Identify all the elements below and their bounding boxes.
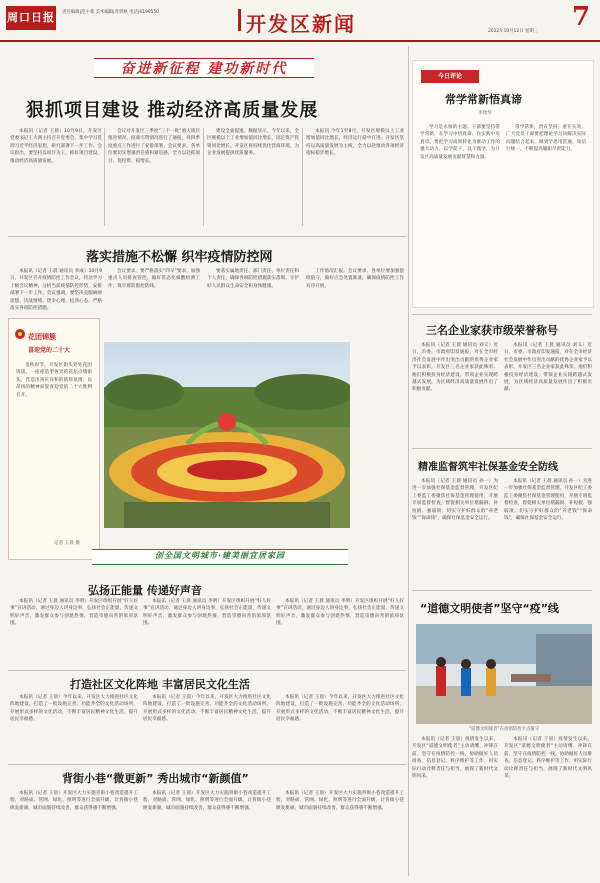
photo-caption-subtitle: 喜迎党的二十大 bbox=[28, 347, 71, 354]
civ1-col2: 本报讯（记者 王晨 通讯员 李明）开发区组织开展“好人好事”宣讲活动，通过身边人讲身边事，弘扬社会正能量，传递文明好声音，激发群众参与创建热情，营造崇德向善的浓厚氛围。 bbox=[143, 599, 271, 627]
award-headline: 三名企业家获市级荣誉称号 bbox=[426, 324, 558, 337]
section-divider bbox=[8, 670, 406, 671]
volunteer bbox=[436, 666, 446, 696]
building-wall bbox=[536, 634, 592, 694]
arch-flower bbox=[218, 413, 236, 431]
civ2-headline: 打造社区文化阵地 丰富居民文化生活 bbox=[70, 678, 250, 691]
lead-article-col4: 本报讯 今年1至8月，开发区规模以上工业增加值同比增长，经济运行稳中有进。开发区坚持以高质量发展为主线，全力以赴推动各项经济指标稳步增长。 bbox=[306, 129, 404, 157]
ambassador-col2: 本报讯（记者 王晨）疫情发生以来，开发区“道德文明使者”主动请缨、冲锋在前，坚守在疫情防控一线，协助做好人员排查、信息登记、秩序维护等工作，用实际行动诠释责任与担当，展现了新时代文明风采。 bbox=[504, 737, 592, 780]
staff-line: 责任编辑|范小希 美术编辑|苏贤秋 电话|6199550 bbox=[62, 10, 160, 15]
civ3-col2: 本报讯（记者 王晨）开发区大力实施背街小巷改造提升工程，对路面、管网、绿化、照明等进行全面升级，让背街小巷焕发新颜，城市面貌持续改善，群众获得感不断增强。 bbox=[143, 791, 271, 811]
civ3-col3: 本报讯（记者 王晨）开发区大力实施背街小巷改造提升工程，对路面、管网、绿化、照明等进行全面升级，让背街小巷焕发新颜，城市面貌持续改善，群众获得感不断增强。 bbox=[276, 791, 404, 811]
pandemic-col1: 本报讯（记者 王晨 通讯员 李成）10月9日，开发区召开疫情防控工作会议，传达学习上级会议精神，分析当前疫情防控形势，安排部署下一步工作。会议强调，要坚决克服麻痹思想、厌战情绪、侥幸心理、松劲心态，严格落实各项防控措施。 bbox=[10, 269, 102, 312]
civ1-col1: 本报讯（记者 王晨 通讯员 李明）开发区组织开展“好人好事”宣讲活动，通过身边人讲身边事，弘扬社会正能量，传递文明好声音，激发群众参与创建热情，营造崇德向善的浓厚氛围。 bbox=[10, 599, 138, 627]
photo-caption-credit: 记者 王晨 摄 bbox=[54, 541, 80, 546]
section-divider bbox=[8, 236, 406, 237]
commentary-tag: 今日评论 bbox=[421, 70, 479, 83]
pandemic-headline: 落实措施不松懈 织牢疫情防控网 bbox=[86, 250, 273, 265]
tree bbox=[104, 374, 184, 410]
tree bbox=[254, 374, 350, 410]
commentary-body-col1: 学习是永恒的主题。干部要坚持常学常新，在学习中悟真谛、在实践中见真章。要把学习成果转化为推动工作的强大动力，以学促干，以干践学，为开发区高质量发展贡献智慧和力量。 bbox=[420, 125, 500, 160]
column-divider bbox=[302, 128, 303, 226]
civ2-col1: 本报讯（记者 王晨）今年以来，开发区大力推进社区文化阵地建设，打造了一批设施完善、功能齐全的文化活动场所，开展形式多样的文化活动，不断丰富居民精神文化生活，提升居民幸福感。 bbox=[10, 695, 138, 723]
theme-banner bbox=[76, 56, 332, 78]
resident-head bbox=[461, 659, 471, 669]
civ1-col3: 本报讯（记者 王晨 通讯员 李明）开发区组织开展“好人好事”宣讲活动，通过身边人讲身边事，弘扬社会正能量，传递文明好声音，激发群众参与创建热情，营造崇德向善的浓厚氛围。 bbox=[276, 599, 404, 627]
hedge bbox=[124, 502, 330, 528]
award-col2: 本报讯（记者 王晨 通讯员 刘义）近日，市委、市政府印发通报，对在全市经济社会发展中作出突出贡献的优秀企业家予以表彰，开发区三名企业家获此殊荣。他们积极投身经济建设，带领企业实现跨越式发展，为区域经济高质量发展作出了积极贡献。 bbox=[504, 343, 592, 393]
masthead bbox=[0, 0, 600, 40]
civ3-col1: 本报讯（记者 王晨）开发区大力实施背街小巷改造提升工程，对路面、管网、绿化、照明等进行全面升级，让背街小巷焕发新颜，城市面貌持续改善，群众获得感不断增强。 bbox=[10, 791, 138, 811]
theme-banner-text: 奋进新征程 建功新时代 bbox=[120, 61, 288, 77]
flower-bed-core bbox=[187, 460, 267, 480]
issue-date: 2022年10月12日 星期三 bbox=[488, 29, 539, 34]
section-divider bbox=[412, 590, 592, 591]
civilization-banner-text: 创全国文明城市·建美丽宜居家园 bbox=[154, 551, 286, 560]
section-title: 开发区新闻 bbox=[246, 12, 356, 36]
volunteer-head bbox=[436, 657, 446, 667]
safety-col2: 本报讯（记者 王晨 通讯员 孙一）为进一步加强社保基金监督管理，开发区纪工委监工委聚焦社保基金管理使用，开展专项监督检查，督促相关单位堵漏洞、补短板、强弱项，切实守护好群众的“养老钱”“保命钱”，确保社保基金安全运行。 bbox=[504, 479, 592, 522]
civ1-headline: 弘扬正能量 传递好声音 bbox=[88, 584, 202, 597]
lead-headline: 狠抓项目建设 推动经济高质量发展 bbox=[26, 100, 319, 121]
section-divider bbox=[412, 448, 592, 449]
lead-article-col1: 本报讯（记者 王晨）10月9日，开发区党委书记王大洲主持召开党委会，集中学习贯彻习近平经济思想，研究部署下一步工作。会议指出，要坚持以项目为王，抓好项目建设，推动经济高质量发展。 bbox=[10, 129, 102, 164]
volunteers-photo-caption: “道德文明使者”在疫情防控卡点值守 bbox=[468, 727, 540, 732]
volunteers-photo bbox=[416, 624, 592, 724]
photo-caption-body: 金秋时节，开发区街头处处花团锦簇。一座座造型各异的花坛点缀街头，营造出喜庆祥和的浓厚氛围，以昂扬的精神面貌喜迎党的二十大胜利召开。 bbox=[16, 363, 92, 398]
photo-caption-title: 花团锦簇 bbox=[28, 333, 56, 341]
column-divider bbox=[104, 128, 105, 226]
column-divider bbox=[203, 128, 204, 226]
civ2-col3: 本报讯（记者 王晨）今年以来，开发区大力推进社区文化阵地建设，打造了一批设施完善、功能齐全的文化活动场所，开展形式多样的文化活动，不断丰富居民精神文化生活，提升居民幸福感。 bbox=[276, 695, 404, 723]
section-divider bbox=[412, 314, 592, 315]
volunteer-head bbox=[486, 659, 496, 669]
lead-article-col3: 建设全面提速。数据显示，今年以来，全区规模以上工业增加值同比增长，固定资产投资同比增长。开发区将持续优化营商环境，为企业发展提供优质服务。 bbox=[207, 129, 299, 157]
volunteer bbox=[486, 668, 496, 696]
civ2-col2: 本报讯（记者 王晨）今年以来，开发区大力推进社区文化阵地建设，打造了一批设施完善、功能齐全的文化活动场所，开展形式多样的文化活动，不断丰富居民精神文化生活，提升居民幸福感。 bbox=[143, 695, 271, 723]
pandemic-col4: 工作情况汇报。会议要求，各单位要加强值班值守，做好应急处置准备，确保疫情防控工作有序开展。 bbox=[306, 269, 404, 289]
ambassador-col1: 本报讯（记者 王晨）疫情发生以来，开发区“道德文明使者”主动请缨、冲锋在前，坚守在疫情防控一线，协助做好人员排查、信息登记、秩序维护等工作，用实际行动诠释责任与担当，展现了新时代文明风采。 bbox=[412, 737, 498, 780]
safety-headline: 精准监督筑牢社保基金安全防线 bbox=[418, 462, 558, 473]
flower-bed-photo bbox=[104, 342, 350, 528]
safety-col1: 本报讯（记者 王晨 通讯员 孙一）为进一步加强社保基金监督管理，开发区纪工委监工委聚焦社保基金管理使用，开展专项监督检查，督促相关单位堵漏洞、补短板、强弱项，切实守护好群众的“养老钱”“保命钱”，确保社保基金安全运行。 bbox=[412, 479, 498, 522]
commentary-body-col2: 常学常新，贵在坚持，重在实效。广大党员干部要把理论学习同解决实际问题结合起来，做到学思用贯通、知信行统一，不断提高履职尽责能力。 bbox=[506, 125, 586, 153]
award-col1: 本报讯（记者 王晨 通讯员 刘义）近日，市委、市政府印发通报，对在全市经济社会发展中作出突出贡献的优秀企业家予以表彰，开发区三名企业家获此殊荣。他们积极投身经济建设，带领企业实现跨越式发展，为区域经济高质量发展作出了积极贡献。 bbox=[412, 343, 498, 393]
section-divider bbox=[8, 764, 406, 765]
section-bar bbox=[238, 9, 241, 31]
registration-desk bbox=[511, 674, 551, 682]
flower-icon bbox=[14, 328, 26, 340]
newspaper-logo: 周口日报 bbox=[6, 6, 56, 30]
civ3-headline: 背街小巷“微更新” 秀出城市“新颜值” bbox=[62, 772, 249, 785]
page-number: 7 bbox=[572, 2, 591, 32]
pandemic-col2: 会议要求，要严格落实“四早”要求，加强重点人员排查管控，做好常态化核酸检测工作，筑牢群防群控防线。 bbox=[108, 269, 200, 289]
column-divider bbox=[408, 46, 409, 876]
resident bbox=[461, 668, 471, 696]
lead-article-col2: 会议对开发区三季度“三个一批”重大项目推进情况、招商引资情况进行了通报，对四季度重点工作进行了安排部署。会议要求，各单位要切实增强责任感和紧迫感，全力以赴抓项目、促投资、稳增长。 bbox=[108, 129, 200, 164]
pandemic-col3: 要落实属地责任、部门责任、单位责任和个人责任，确保各项防控措施落实落细，守护好人民群众生命安全和身体健康。 bbox=[207, 269, 299, 289]
ambassador-headline: “道德文明使者”坚守“疫”线 bbox=[420, 602, 559, 615]
commentary-title: 常学常新悟真谛 bbox=[445, 93, 522, 106]
civilization-banner bbox=[92, 545, 348, 567]
commentary-author: 李建华 bbox=[478, 111, 492, 116]
masthead-rule bbox=[0, 40, 600, 42]
